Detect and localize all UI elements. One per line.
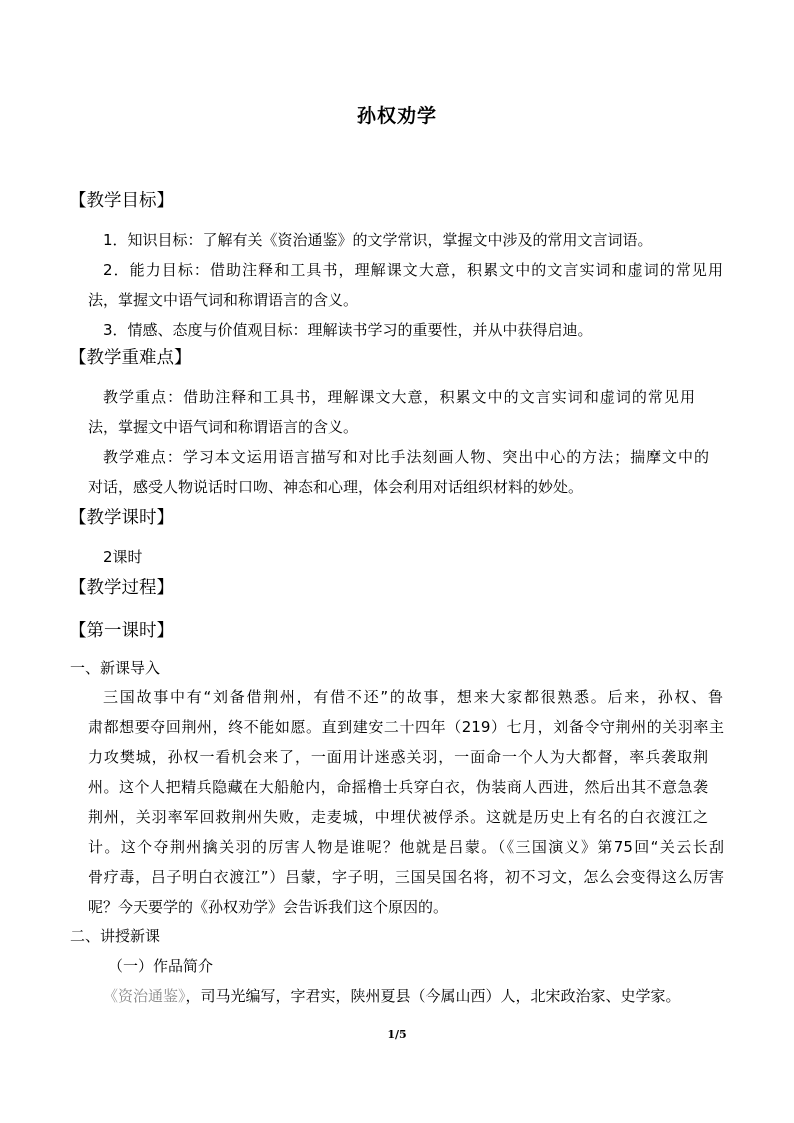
keypoint-line-2: 法，掌握文中语气词和称谓语言的含义。 xyxy=(88,418,359,436)
intro-line-3: 力攻樊城，孙权一看机会来了，一面用计迷惑关羽，一面命一个人为大都督，率兵袭取荆 xyxy=(88,748,708,766)
objective-line-2: 2．能力目标：借助注释和工具书，理解课文大意，积累文中的文言实词和虚词的常见用 xyxy=(103,261,723,279)
section-heading-first-lesson: 【第一课时】 xyxy=(69,621,174,641)
intro-line-5: 荆州，关羽率军回救荆州失败，走麦城，中埋伏被俘杀。这就是历史上有名的白衣渡江之 xyxy=(88,808,708,826)
section-heading-objectives: 【教学目标】 xyxy=(69,191,174,211)
book-title: 《资治通鉴》 xyxy=(103,987,186,1005)
hours-value: 2课时 xyxy=(103,548,143,566)
intro-line-8: 呢？今天要学的《孙权劝学》会告诉我们这个原因的。 xyxy=(88,898,449,916)
new-lesson-heading: 二、讲授新课 xyxy=(70,927,161,945)
intro-heading: 一、新课导入 xyxy=(70,659,161,677)
objective-line-4: 3．情感、态度与价值观目标：理解读书学习的重要性，并从中获得启迪。 xyxy=(103,321,593,339)
keypoint-line-3: 教学难点：学习本文运用语言描写和对比手法刻画人物、突出中心的方法；揣摩文中的 xyxy=(103,448,709,466)
page-title: 孙权劝学 xyxy=(356,105,437,127)
section-heading-hours: 【教学课时】 xyxy=(69,508,174,528)
intro-line-4: 州。这个人把精兵隐藏在大船舱内，命摇橹士兵穿白衣，伪装商人西进，然后出其不意急袭 xyxy=(88,778,708,796)
page-indicator: 1/5 xyxy=(387,1028,407,1041)
objective-line-3: 法，掌握文中语气词和称谓语言的含义。 xyxy=(88,291,359,309)
keypoint-line-1: 教学重点：借助注释和工具书，理解课文大意，积累文中的文言实词和虚词的常见用 xyxy=(103,388,695,406)
intro-line-7: 骨疗毒，吕子明白衣渡江”）吕蒙，字子明，三国吴国名将，初不习文，怎么会变得这么厉害 xyxy=(88,868,724,886)
section-heading-process: 【教学过程】 xyxy=(69,578,174,598)
keypoint-line-4: 对话，感受人物说话时口吻、神态和心理，体会利用对话组织材料的妙处。 xyxy=(88,478,584,496)
work-intro-text: ，司马光编写，字君实，陕州夏县（今属山西）人，北宋政治家、史学家。 xyxy=(185,987,681,1005)
section-heading-keypoints: 【教学重难点】 xyxy=(69,348,192,368)
objective-line-1: 1．知识目标：了解有关《资治通鉴》的文学常识，掌握文中涉及的常用文言词语。 xyxy=(103,231,653,249)
intro-line-6: 计。这个夺荆州擒关羽的厉害人物是谁呢？他就是吕蒙。（《三国演义》第75回“关云长刮 xyxy=(88,838,724,856)
intro-line-1: 三国故事中有“刘备借荆州，有借不还”的故事，想来大家都很熟悉。后来，孙权、鲁 xyxy=(103,688,723,706)
work-intro-line xyxy=(103,985,681,1007)
work-intro-heading: （一）作品简介 xyxy=(108,957,214,975)
intro-line-2: 肃都想要夺回荆州，终不能如愿。直到建安二十四年（219）七月，刘备令守荆州的关羽率主 xyxy=(88,718,724,736)
